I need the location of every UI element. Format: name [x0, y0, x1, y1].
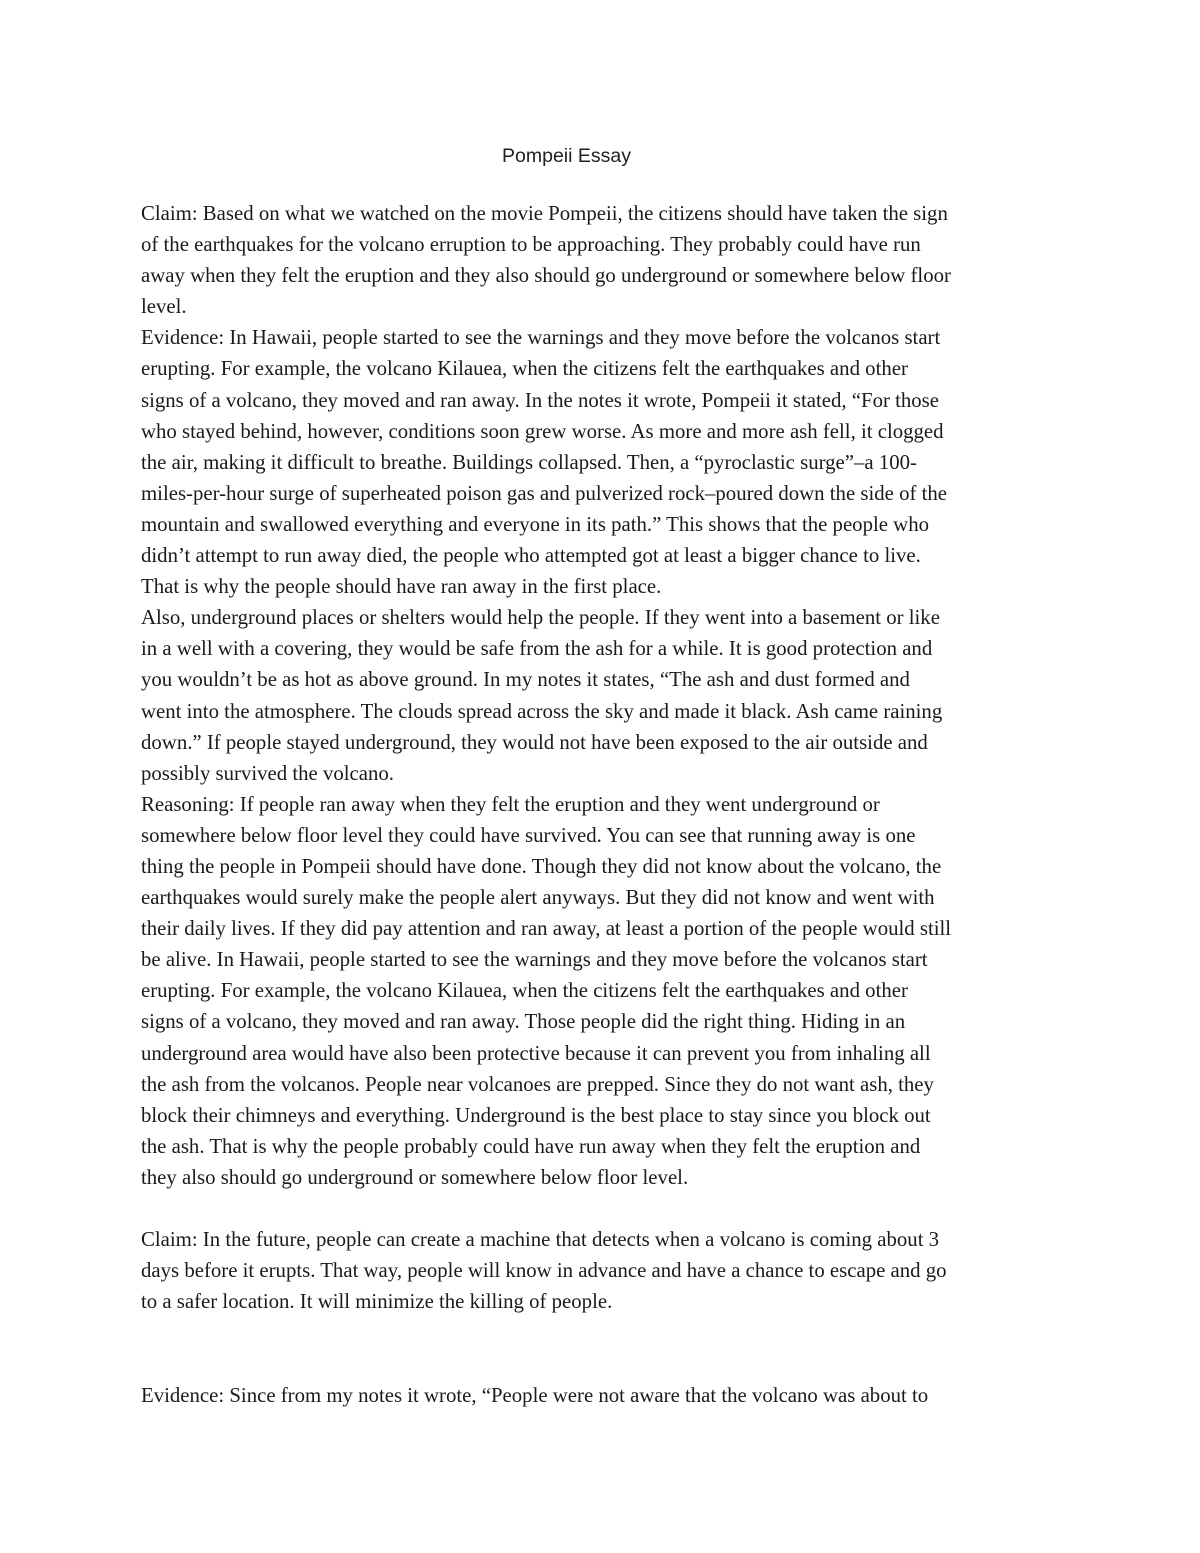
text-line: Claim: In the future, people can create a machine that detects when a volcano is coming about 3	[141, 1228, 940, 1252]
text-line: Evidence: In Hawaii, people started to see the warnings and they move before the volcanos start	[141, 326, 941, 350]
text-line: you wouldn’t be as hot as above ground. In my notes it states, “The ash and dust formed and	[141, 668, 910, 692]
text-line: away when they felt the eruption and they also should go underground or somewhere below floor	[141, 264, 951, 288]
text-line: mountain and swallowed everything and everyone in its path.” This shows that the people who	[141, 512, 929, 536]
text-line: Reasoning: If people ran away when they felt the eruption and they went underground or	[141, 792, 880, 816]
blank-line	[141, 1193, 1071, 1224]
text-line: went into the atmosphere. The clouds spread across the sky and made it black. Ash came raining	[141, 699, 943, 723]
text-line: the ash from the volcanos. People near volcanoes are prepped. Since they do not want ash, they	[141, 1072, 934, 1096]
text-line: signs of a volcano, they moved and ran away. In the notes it wrote, Pompeii it stated, “For those	[141, 388, 939, 412]
blank-line	[141, 1348, 1071, 1379]
text-line: erupting. For example, the volcano Kilauea, when the citizens felt the earthquakes and other	[141, 357, 908, 381]
text-line: possibly survived the volcano.	[141, 761, 394, 785]
text-line: of the earthquakes for the volcano erruption to be approaching. They probably could have run	[141, 233, 921, 257]
text-line: down.” If people stayed underground, they would not have been exposed to the air outside and	[141, 730, 928, 754]
text-line: Also, underground places or shelters would help the people. If they went into a basement or like	[141, 606, 940, 630]
text-line: somewhere below floor level they could have survived. You can see that running away is one	[141, 823, 916, 847]
text-line: Evidence: Since from my notes it wrote, “People were not aware that the volcano was about to	[141, 1383, 929, 1407]
text-line: underground area would have also been protective because it can prevent you from inhaling all	[141, 1041, 931, 1065]
text-line: the air, making it difficult to breathe. Buildings collapsed. Then, a “pyroclastic surge”–a 100-	[141, 450, 917, 474]
text-line: earthquakes would surely make the people alert anyways. But they did not know and went with	[141, 886, 935, 910]
text-line: That is why the people should have ran away in the first place.	[141, 575, 662, 599]
text-line: didn’t attempt to run away died, the people who attempted got at least a bigger chance to live.	[141, 544, 921, 568]
text-line: their daily lives. If they did pay attention and ran away, at least a portion of the people would still	[141, 917, 952, 941]
text-line: signs of a volcano, they moved and ran away. Those people did the right thing. Hiding in an	[141, 1010, 906, 1034]
document-title: Pompeii Essay	[502, 145, 631, 167]
text-line: the ash. That is why the people probably could have run away when they felt the eruption and	[141, 1134, 921, 1158]
text-line: block their chimneys and everything. Underground is the best place to stay since you block out	[141, 1103, 931, 1127]
text-line: in a well with a covering, they would be safe from the ash for a while. It is good protection and	[141, 637, 933, 661]
text-line: erupting. For example, the volcano Kilauea, when the citizens felt the earthquakes and other	[141, 979, 908, 1003]
text-line: Claim: Based on what we watched on the movie Pompeii, the citizens should have taken the sign	[141, 202, 948, 225]
text-line: days before it erupts. That way, people will know in advance and have a chance to escape and go	[141, 1259, 947, 1283]
text-line: miles-per-hour surge of superheated poison gas and pulverized rock–poured down the side of the	[141, 481, 948, 505]
text-line: be alive. In Hawaii, people started to see the warnings and they move before the volcanos start	[141, 948, 928, 972]
text-line: level.	[141, 295, 187, 319]
text-line: who stayed behind, however, conditions soon grew worse. As more and more ash fell, it clogged	[141, 419, 944, 443]
blank-line	[141, 1317, 1071, 1348]
text-line: thing the people in Pompeii should have done. Though they did not know about the volcano, the	[141, 854, 942, 878]
text-line: they also should go underground or somewhere below floor level.	[141, 1165, 689, 1189]
text-line: to a safer location. It will minimize the killing of people.	[141, 1290, 613, 1314]
document-body	[141, 198, 1071, 1411]
